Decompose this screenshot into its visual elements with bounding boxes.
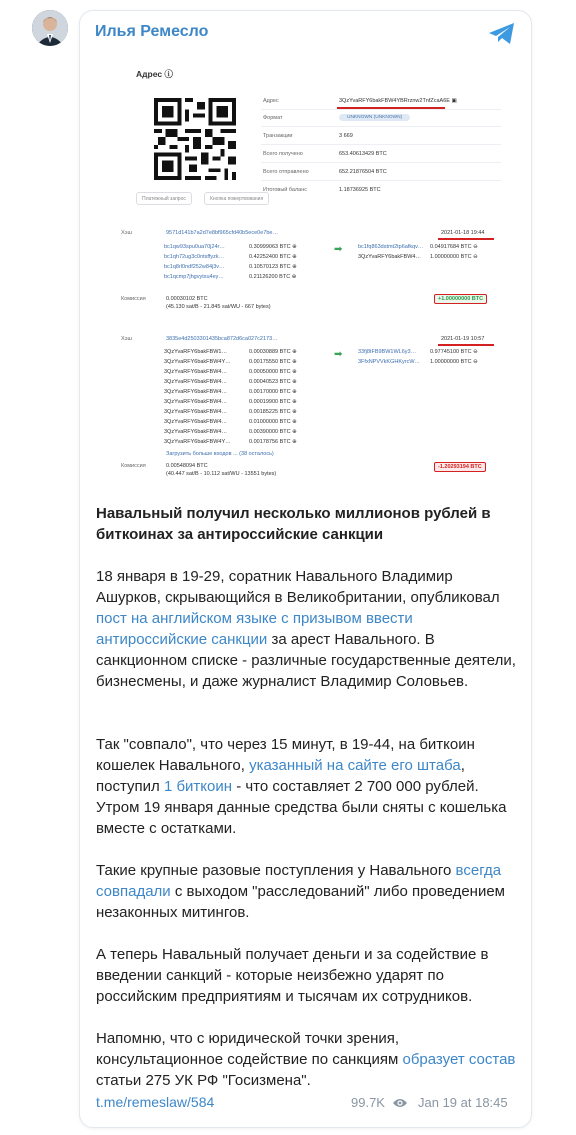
telegram-icon[interactable] (488, 22, 516, 51)
address-heading: Адрес ⓘ (136, 69, 173, 79)
transactions-row: Транзакции 3 669 (261, 129, 501, 145)
format-badge: UNKNOWN (UNKNOWN) (339, 114, 410, 121)
arrow-right-icon: ➡ (334, 349, 343, 360)
sanctions-post-link[interactable]: пост на английском языке с призывом ввести антироссийские санкции (96, 610, 413, 648)
paragraph-2: Так "совпало", что через 15 минут, в 19-44, на биткоин кошелек Навального, указанный на сайте его штаба, поступил 1 биткоин - что составляет 2 700 000 рублей. Утром 19 января данные средства были сняты с кошелька вместе с остатками. (96, 736, 507, 837)
post-permalink[interactable]: t.me/remeslaw/584 (96, 1094, 215, 1110)
always-coincided-link[interactable]: всегда совпадали (96, 862, 502, 900)
tx-total-negative: -1.20293194 BTC (434, 462, 486, 472)
transaction-1: Хэш 9571d141b7a2d7e8bf965cfd40b5ece0e7be… 2021-01-18 19:44 bc1qw93spu0ua70j24r… 0.30999063 BTC ⊕ bc1qh72ug3c0ntsffyzk… 0.42252400 BTC ⊕ bc1q8rl0ndf252w84j3v… 0.10570123 BTC ⊕ bc1qcmp7jhgvytxu4ey… 0.21126200 BTC ⊕ ➡ bc1fq863dstmt2tp6afkqv… 0.04917684 BTC ⊖ 3QzYvaRFY6bakFBW4… 1.00000000 BTC ⊖ Комиссия 0.00030102 BTC (45.130 sat/B - 21.845 sat/WU - 667 bytes) +1.00000000 BTC (116, 228, 506, 318)
paragraph-4: А теперь Навальный получает деньги и за содействие в введении санкций - которые неизбежно ударят по российским предприятиям и тысячам их сотрудников. (96, 946, 489, 1005)
format-row: Формат UNKNOWN (UNKNOWN) (261, 111, 501, 127)
paragraph-5: Напомню, что с юридической точки зрения, консультационное содействие по санкциям образует состав статьи 275 УК РФ "Госизмена". (96, 1030, 516, 1089)
headquarters-site-link[interactable]: указанный на сайте его штаба (249, 757, 461, 774)
payment-request-button[interactable]: Платежный запрос (136, 192, 192, 205)
post-title: Навальный получил несколько миллионов рублей в биткоинах за антироссийские санкции (96, 505, 491, 543)
eye-icon (392, 1096, 408, 1114)
tx-date: 2021-01-19 10:57 (441, 336, 485, 342)
balance-row: Итоговый баланс 1.18736925 BTC (263, 187, 381, 193)
blockchain-screenshot[interactable] (96, 56, 514, 488)
received-row: Всего получено 653.40613429 BTC (261, 147, 501, 163)
view-count: 99.7K (351, 1095, 385, 1110)
qr-code-icon (154, 98, 236, 180)
donation-button[interactable]: Кнопка пожертвования (204, 192, 269, 205)
sent-row: Всего отправлено 652.21876504 BTC (261, 165, 501, 181)
tx-hash[interactable]: 9571d141b7a2d7e8bf965cfd40b5ece0e7be… (166, 230, 278, 236)
arrow-right-icon: ➡ (334, 244, 343, 255)
legal-composition-link[interactable]: образует состав (402, 1051, 516, 1068)
load-more-inputs-link[interactable]: Загрузить больше входов ... (38 осталось) (166, 451, 274, 457)
tx-hash[interactable]: 3835e4d2503301435bca872d6ca027c2173… (166, 336, 278, 342)
wallet-address[interactable]: 3QzYvaRFY6bakFBW4YBRrznw2TnfZcaA6E ▣ (339, 98, 457, 104)
transaction-2: Хэш 3835e4d2503301435bca872d6ca027c2173… 2021-01-19 10:57 3QzYvaRFY6bakFBW1… 0.00030889 BTC ⊕ 3QzYvaRFY6bakFBW4Y… 0.00175550 BTC ⊕ 3QzYvaRFY6bakFBW4… 0.00050000 BTC ⊕ 3QzYvaRFY6bakFBW4… 0.00040523 BTC ⊕ 3QzYvaRFY6bakFBW4… 0.00170000 BTC ⊕ 3QzYvaRFY6bakFBW4… 0.00019900 BTC ⊕ 3QzYvaRFY6bakFBW4… 0.00185225 BTC ⊕ 3QzYvaRFY6bakFBW4… 0.01000000 BTC ⊕ 3QzYvaRFY6bakFBW4… 0.00390000 BTC ⊕ 3QzYvaRFY6bakFBW4Y… 0.00178756 BTC ⊕ ➡ 33fj8tFB9BW1WL6y3… 0.97745100 BTC ⊖ 3FfxNPVVkKGHKyrcW… 1.00000000 BTC ⊖ Загрузить больше входов ... (38 осталось) Комиссия 0.00548094 BTC (40.447 sat/B - 10.112 sat/WU - 13551 bytes) -1.20293194 BTC (116, 334, 506, 484)
paragraph-1: 18 января в 19-29, соратник Навального Владимир Ашурков, скрывающийся в Великобритании, опубликовал пост на английском языке с призывом ввести антироссийские санкции за арест Навального. В санкционном списке - различные государственные деятели, бизнесмены, и даже журналист Владимир Соловьев. (96, 568, 516, 690)
paragraph-3: Такие крупные разовые поступления у Навального всегда совпадали с выходом "расследований" либо проведением незаконных митингов. (96, 862, 505, 921)
post-date[interactable]: Jan 19 at 18:45 (418, 1095, 508, 1110)
channel-avatar[interactable] (32, 10, 68, 46)
tx-total-positive: +1.00000000 BTC (434, 294, 487, 304)
tx-date: 2021-01-18 19:44 (441, 230, 485, 236)
address-row: Адрес 3QzYvaRFY6bakFBW4YBRrznw2TnfZcaA6E ▣ (261, 94, 501, 110)
one-bitcoin-link[interactable]: 1 биткоин (163, 778, 233, 795)
red-underline (438, 238, 494, 240)
red-underline (337, 107, 445, 109)
red-underline (438, 344, 494, 346)
channel-name[interactable]: Илья Ремесло (95, 23, 209, 40)
